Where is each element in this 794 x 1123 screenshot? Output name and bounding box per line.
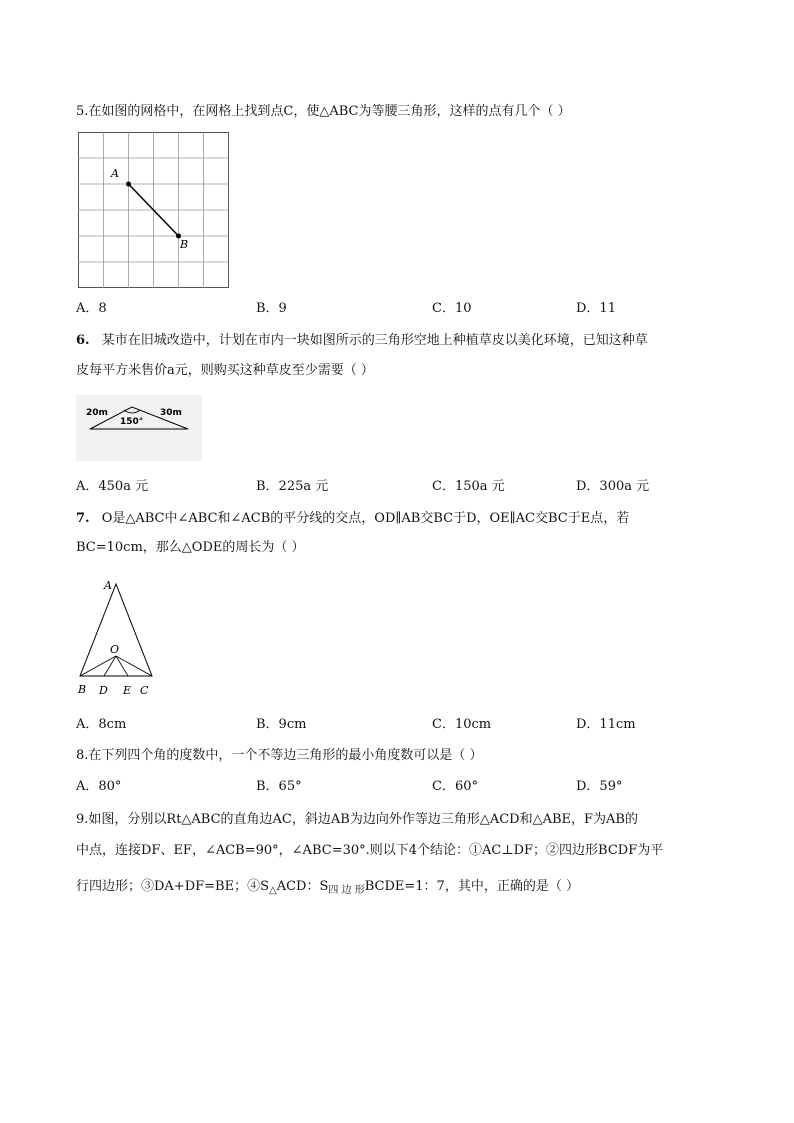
- angle-label-150: 150°: [120, 417, 144, 427]
- question-7-text-1: O是△ABC中∠ABC和∠ACB的平分线的交点，OD∥AB交BC于D，OE∥AC交BC于E点，若: [101, 511, 630, 526]
- q7-option-c[interactable]: C．10cm: [432, 717, 492, 732]
- question-7-line-1: [76, 510, 629, 528]
- question-9-line-3-part-2: ACD：S: [276, 879, 329, 894]
- q6-option-d[interactable]: D．300a 元: [576, 479, 650, 494]
- question-9-line-2: 中点，连接DF、EF，∠ACB=90°，∠ABC=30°.则以下4个结论：①AC⊥DF；②四边形BCDF为平: [76, 843, 664, 858]
- question-5-text: 5.在如图的网格中，在网格上找到点C，使△ABC为等腰三角形，这样的点有几个（ ）: [76, 104, 571, 119]
- point-o-label: O: [110, 643, 120, 656]
- q5-option-a[interactable]: A．8: [76, 301, 107, 316]
- vertex-b-label: B: [78, 683, 87, 696]
- point-e-label: E: [123, 684, 132, 697]
- q5-option-d[interactable]: D．11: [576, 301, 616, 316]
- q6-option-c[interactable]: C．150a 元: [432, 479, 505, 494]
- question-6-triangle-figure: [76, 395, 202, 461]
- side-label-20m: 20m: [86, 408, 108, 418]
- q7-option-d[interactable]: D．11cm: [576, 717, 636, 732]
- q7-option-b[interactable]: B．9cm: [256, 717, 307, 732]
- question-7-number: 7.: [76, 511, 90, 526]
- question-9-line-3-part-1: 行四边形；③DA+DF=BE；④S: [76, 879, 269, 894]
- question-5-grid-figure: [78, 132, 230, 290]
- vertex-c-label: C: [140, 684, 149, 697]
- question-9-line-1: 9.如图，分别以Rt△ABC的直角边AC，斜边AB为边向外作等边三角形△ACD和△ABE，F为AB的: [76, 812, 638, 827]
- q8-option-a[interactable]: A．80°: [76, 779, 122, 794]
- q8-option-d[interactable]: D．59°: [576, 779, 623, 794]
- question-9-line-3: [76, 878, 579, 897]
- question-6-line-2: 皮每平方米售价a元，则购买这种草皮至少需要（ ）: [76, 363, 374, 378]
- q5-option-b[interactable]: B．9: [256, 301, 287, 316]
- q5-option-c[interactable]: C．10: [432, 301, 472, 316]
- question-7-triangle-figure: [74, 576, 158, 700]
- question-8-text: 8.在下列四个角的度数中，一个不等边三角形的最小角度数可以是（ ）: [76, 748, 483, 763]
- label-a: A: [111, 167, 119, 180]
- q7-option-a[interactable]: A．8cm: [76, 717, 127, 732]
- question-9-subscript-quadrilateral: 四 边 形: [328, 885, 365, 896]
- question-6-line-1: [76, 332, 648, 350]
- q6-option-a[interactable]: A．450a 元: [76, 479, 149, 494]
- question-9-subscript-triangle: △: [269, 885, 277, 896]
- vertex-a-label: A: [104, 579, 112, 592]
- q6-option-b[interactable]: B．225a 元: [256, 479, 329, 494]
- point-d-label: D: [99, 684, 108, 697]
- question-9-line-3-part-3: BCDE=1：7，其中，正确的是（ ）: [364, 879, 579, 894]
- side-label-30m: 30m: [160, 408, 182, 418]
- point-a: [126, 182, 131, 187]
- question-7-line-2: BC=10cm，那么△ODE的周长为（ ）: [76, 540, 305, 555]
- question-6-number: 6.: [76, 333, 90, 348]
- label-b: B: [180, 238, 189, 251]
- question-6-text-1: 某市在旧城改造中，计划在市内一块如图所示的三角形空地上种植草皮以美化环境，已知这种草: [101, 333, 648, 348]
- q8-option-c[interactable]: C．60°: [432, 779, 478, 794]
- q8-option-b[interactable]: B．65°: [256, 779, 302, 794]
